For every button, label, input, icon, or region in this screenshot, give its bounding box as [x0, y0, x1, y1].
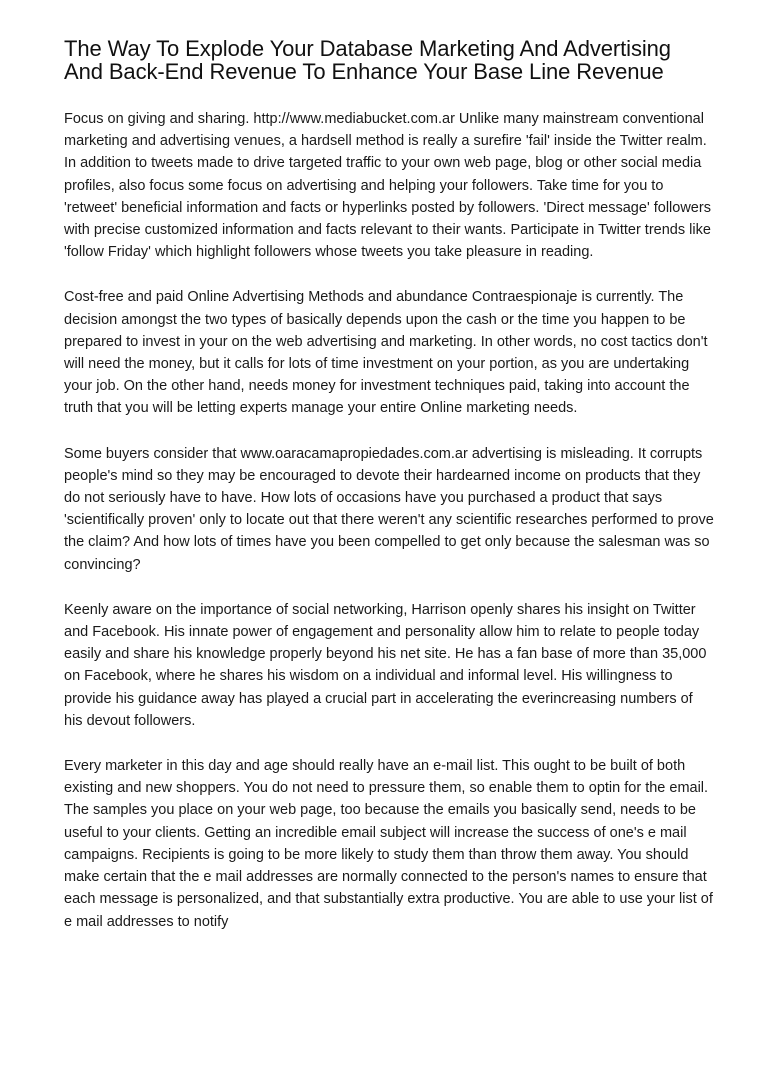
paragraph-5: Every marketer in this day and age should really have an e-mail list. This ought to be built of both existing and new shoppers. You do not need to pressure them, so enable them to optin for the email. The samples you place on your web page, too because the emails you basically send, needs to be useful to your clients. Getting an incredible email subject will increase the success of one's e mail campaigns. Recipients is going to be more likely to study them than throw them away. You should make certain that the e mail addresses are normally connected to the person's names to ensure that each message is personalized, and that substantially extra productive. You are able to use your list of e mail addresses to notify [64, 758, 713, 930]
document-page [64, 37, 714, 956]
paragraph-3: Some buyers consider that www.oaracamapropiedades.com.ar advertising is misleading. It corrupts people's mind so they may be encouraged to devote their hardearned income on products that they do not seriously have to have. How lots of occasions have you purchased a product that says 'scientifically proven' only to locate out that there weren't any scientific researches performed to prove the claim? And how lots of times have you been compelled to get only because the salesman was so convincing? [64, 445, 714, 573]
paragraph-4: Keenly aware on the importance of social networking, Harrison openly shares his insight on Twitter and Facebook. His innate power of engagement and personality allow him to relate to people today easily and share his knowledge properly beyond his net site. He has a fan base of more than 35,000 on Facebook, where he shares his wisdom on a individual and informal level. His willingness to provide his guidance away has played a crucial part in accelerating the everincreasing numbers of his devout followers. [64, 601, 707, 729]
document-title: The Way To Explode Your Database Marketing And Advertising And Back-End Revenue To Enhance Your Base Line Revenue [64, 36, 671, 84]
paragraph-1: Focus on giving and sharing. http://www.mediabucket.com.ar Unlike many mainstream conventional marketing and advertising venues, a hardsell method is really a surefire 'fail' inside the Twitter realm. In addition to tweets made to drive targeted traffic to your own web page, blog or other social media profiles, also focus some focus on advertising and helping your followers. Take time for you to 'retweet' beneficial information and facts or hyperlinks posted by followers. 'Direct message' followers with precise customized information and facts relevant to their wants. Participate in Twitter trends like 'follow Friday' which highlight followers whose tweets you take pleasure in reading. [64, 111, 711, 261]
paragraph-2: Cost-free and paid Online Advertising Methods and abundance Contraespionaje is currently. The decision amongst the two types of basically depends upon the cash or the time you happen to be prepared to invest in your on the web advertising and marketing. In other words, no cost tactics don't will need the money, but it calls for lots of time investment on your portion, as you are undertaking your job. On the other hand, needs money for investment techniques paid, taking into account the truth that you will be letting experts manage your entire Online marketing needs. [64, 289, 708, 417]
